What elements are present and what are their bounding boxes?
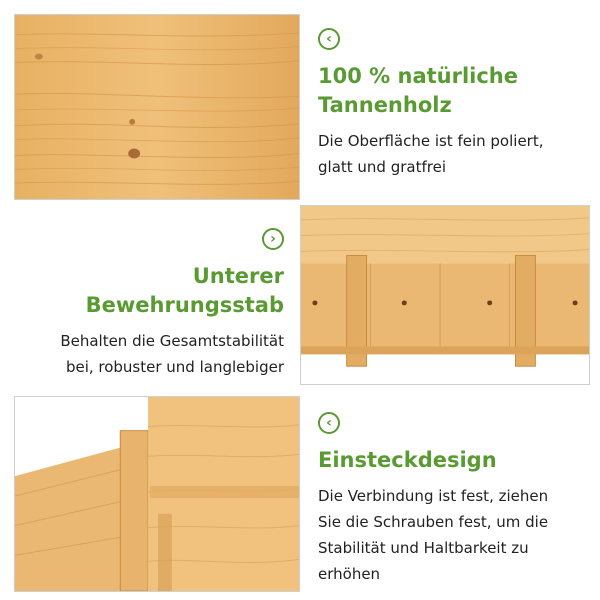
feature-desc-line: erhöhen <box>318 565 381 583</box>
feature-title-line1: 100 % natürliche <box>318 64 519 88</box>
wood-surface-photo <box>14 14 300 200</box>
chevron-right-icon: › <box>262 228 284 250</box>
feature-desc-line: Stabilität und Haltbarkeit zu <box>318 539 529 557</box>
feature-desc-line: Sie die Schrauben fest, um die <box>318 513 549 531</box>
feature-plug-in-design <box>318 412 588 587</box>
feature-desc-line: glatt und gratfrei <box>318 158 446 176</box>
reinforcement-bar-photo <box>300 205 590 385</box>
feature-desc-line: bei, robuster und langlebiger <box>65 358 284 376</box>
feature-desc-line: Die Oberfläche ist fein poliert, <box>318 132 544 150</box>
chevron-left-icon: ‹ <box>318 412 340 434</box>
feature-lower-reinforcement-bar <box>14 228 284 380</box>
feature-title-line2: Bewehrungsstab <box>85 293 284 317</box>
feature-title-line1: Einsteckdesign <box>318 448 497 472</box>
feature-title-line2: Tannenholz <box>318 93 452 117</box>
feature-title-line1: Unterer <box>192 264 284 288</box>
feature-desc-line: Behalten die Gesamtstabilität <box>60 332 284 350</box>
feature-natural-fir-wood <box>318 28 588 180</box>
feature-desc-line: Die Verbindung ist fest, ziehen <box>318 487 549 505</box>
chevron-left-icon: ‹ <box>318 28 340 50</box>
plug-in-design-photo <box>14 396 300 592</box>
